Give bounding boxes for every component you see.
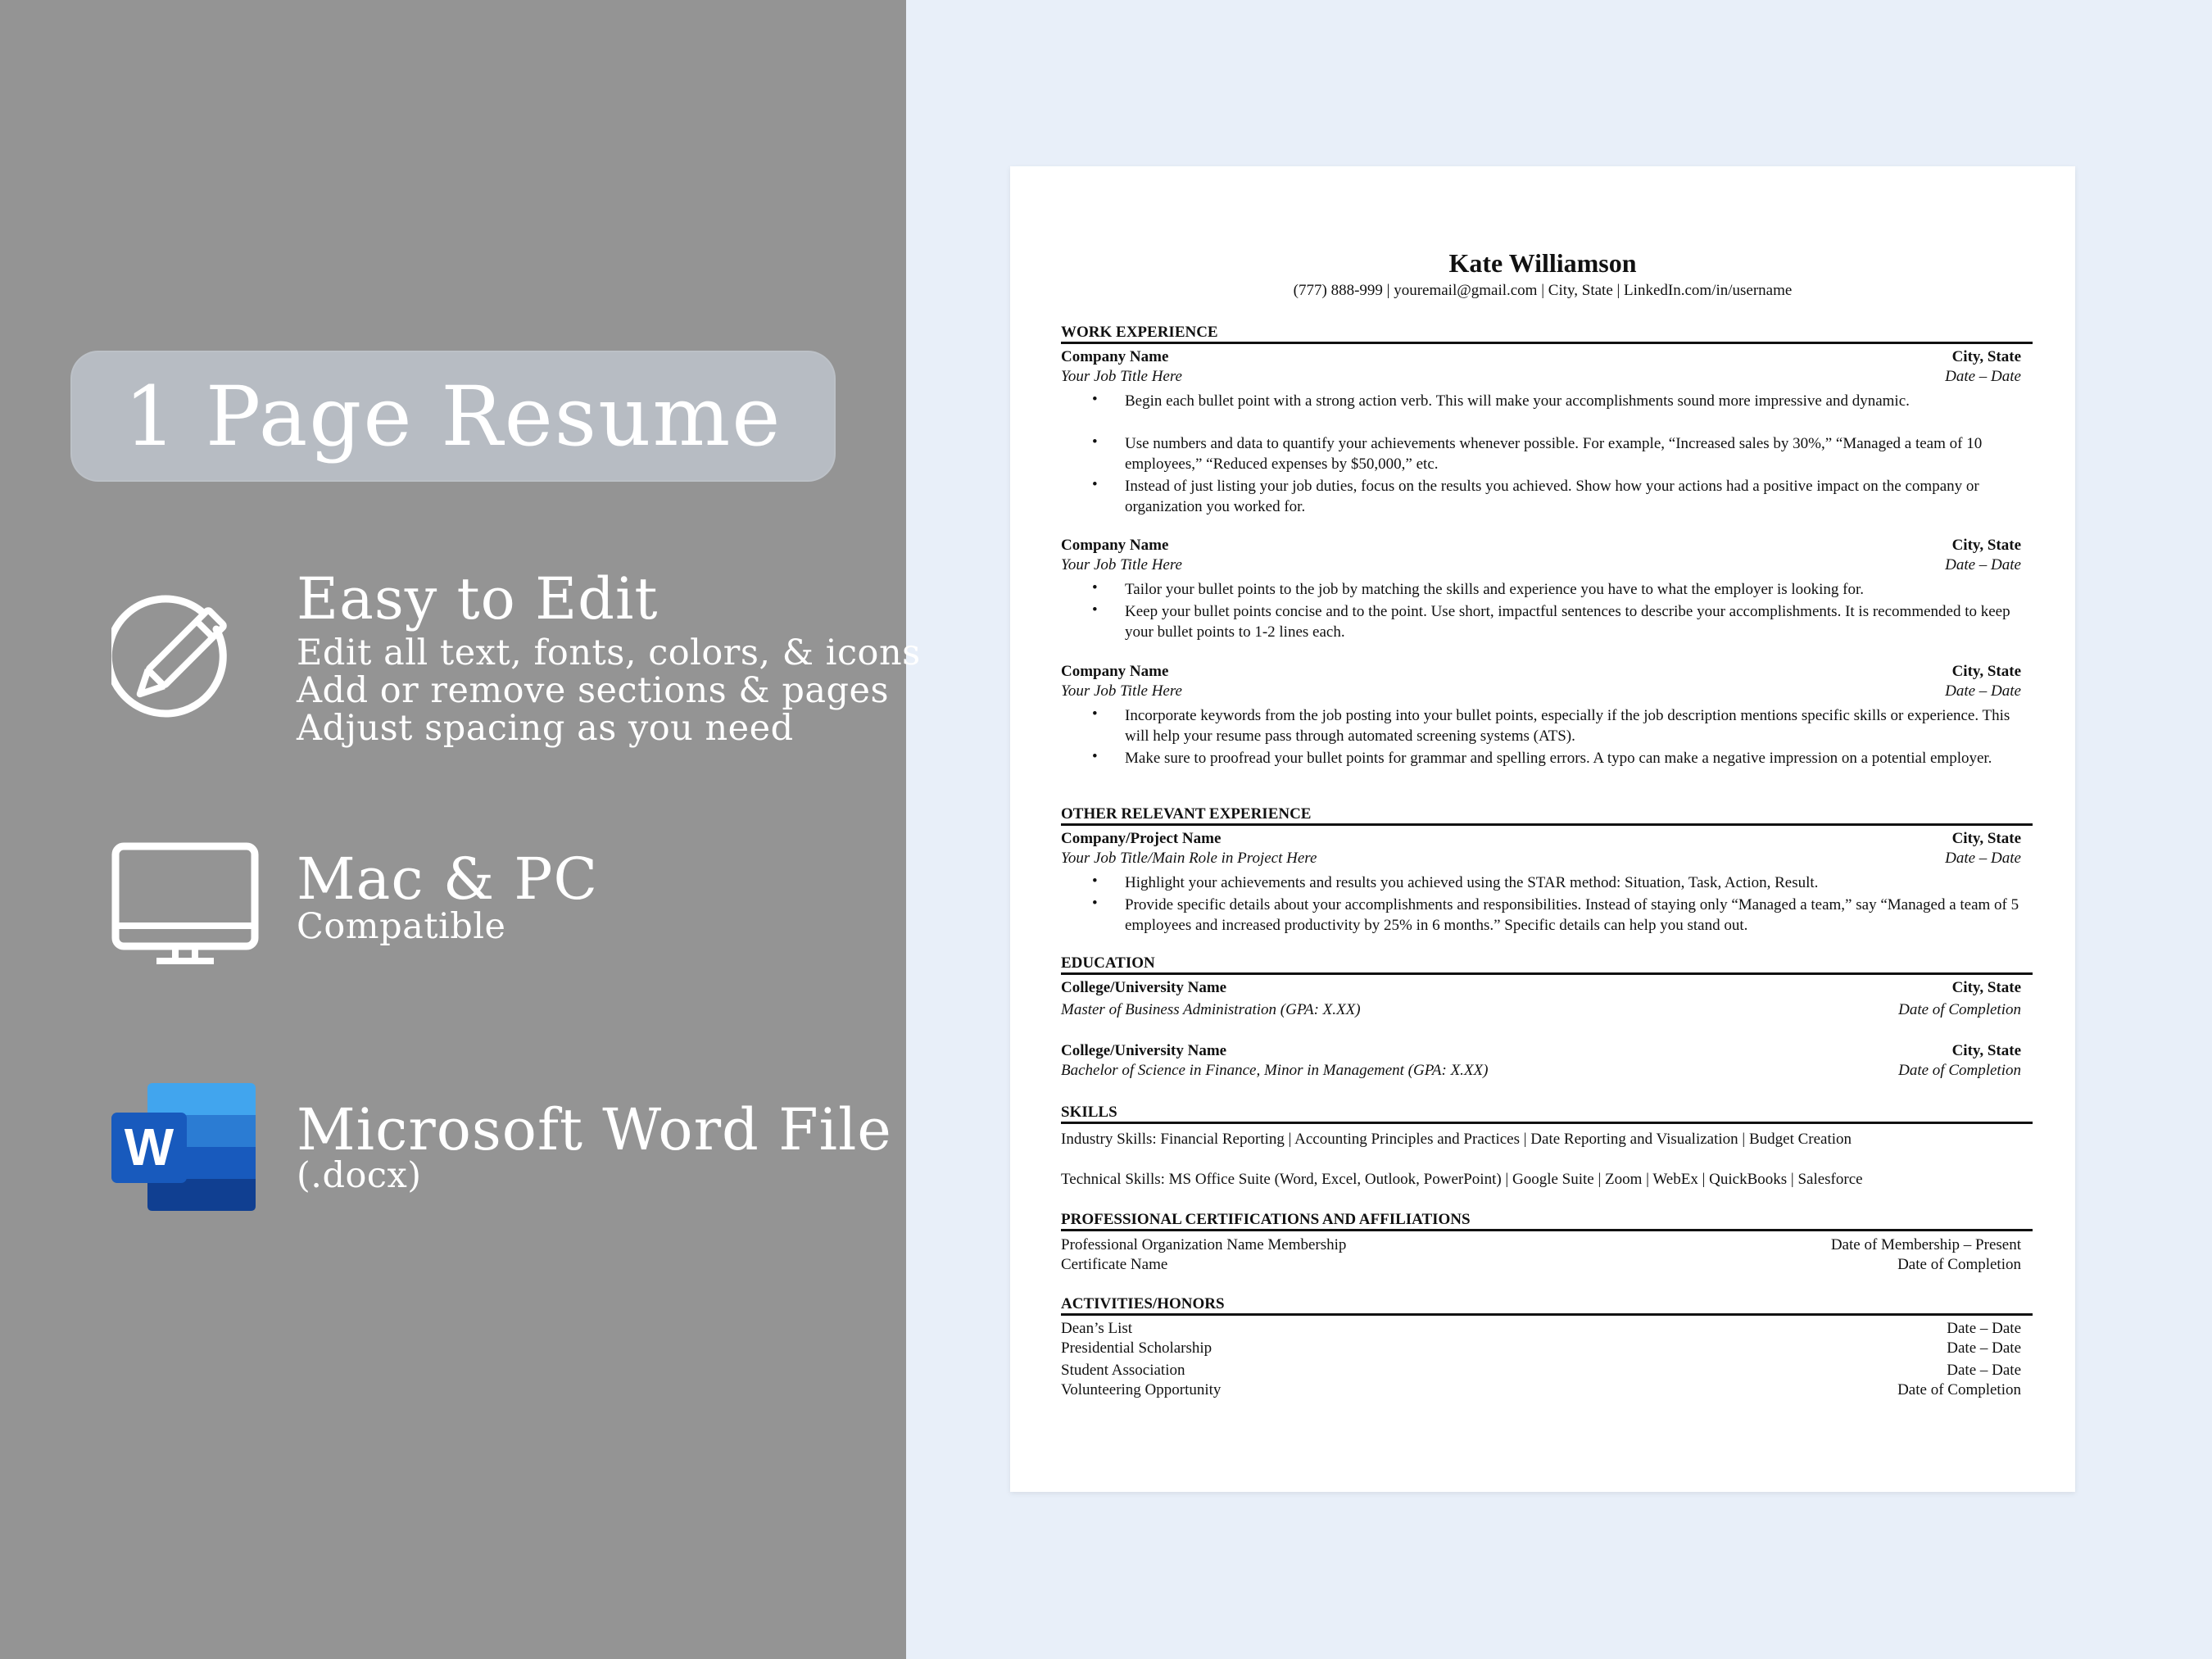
job-location: City, State bbox=[1951, 348, 2021, 365]
job-location: City, State bbox=[1951, 663, 2021, 680]
activity-date: Date – Date bbox=[1947, 1320, 2021, 1337]
bullet-text: Make sure to proofread your bullet points for grammar and spelling errors. A typo can make a negative impression on a potential employer. bbox=[1125, 750, 1992, 767]
job-date: Date – Date bbox=[1945, 556, 2021, 573]
section-heading: WORK EXPERIENCE bbox=[1061, 324, 1218, 341]
company-name: Company Name bbox=[1061, 348, 1169, 365]
school-name: College/University Name bbox=[1061, 1042, 1227, 1059]
section-heading: PROFESSIONAL CERTIFICATIONS AND AFFILIATIONS bbox=[1061, 1211, 1471, 1228]
section-rule bbox=[1061, 1122, 2033, 1124]
feature-title: Easy to Edit bbox=[297, 565, 659, 632]
activity-date: Date of Completion bbox=[1897, 1381, 2021, 1398]
word-icon bbox=[111, 1083, 259, 1213]
feature-line: Compatible bbox=[297, 906, 506, 947]
bullet-text: Highlight your achievements and results you achieved using the STAR method: Situation, Task, Action, Result. bbox=[1125, 874, 1819, 891]
cert-name: Certificate Name bbox=[1061, 1256, 1168, 1273]
job-title: Your Job Title Here bbox=[1061, 368, 1182, 385]
bullet-text: Use numbers and data to quantify your achievements whenever possible. For example, “Increased sales by 30%,” “Managed a team of 10 employees,” “Reduced expenses by $50,000,” etc. bbox=[1125, 435, 1983, 473]
school-location: City, State bbox=[1951, 1042, 2021, 1059]
job-date: Date – Date bbox=[1945, 850, 2021, 867]
bullet-dot: • bbox=[1092, 705, 1098, 723]
degree-date: Date of Completion bbox=[1898, 1062, 2021, 1079]
bullet-dot: • bbox=[1092, 748, 1098, 765]
degree-date: Date of Completion bbox=[1898, 1001, 2021, 1018]
promo-title: 1 Page Resume bbox=[124, 368, 782, 465]
job-title: Your Job Title Here bbox=[1061, 556, 1182, 573]
promo-panel bbox=[0, 0, 921, 1659]
section-rule bbox=[1061, 972, 2033, 975]
job-date: Date – Date bbox=[1945, 682, 2021, 700]
section-heading: OTHER RELEVANT EXPERIENCE bbox=[1061, 805, 1312, 823]
title-badge bbox=[70, 351, 836, 482]
monitor-icon bbox=[111, 842, 259, 965]
bullet-text: Begin each bullet point with a strong action verb. This will make your accomplishments sound more impressive and dynamic. bbox=[1125, 392, 1910, 410]
feature-line: Edit all text, fonts, colors, & icons bbox=[297, 632, 921, 673]
activity-name: Presidential Scholarship bbox=[1061, 1339, 1213, 1357]
bullet-dot: • bbox=[1092, 873, 1098, 890]
school-name: College/University Name bbox=[1061, 979, 1227, 996]
job-title: Your Job Title Here bbox=[1061, 682, 1182, 700]
job-date: Date – Date bbox=[1945, 368, 2021, 385]
activity-name: Dean’s List bbox=[1061, 1320, 1133, 1337]
job-location: City, State bbox=[1951, 537, 2021, 554]
bullet-dot: • bbox=[1092, 476, 1098, 493]
activity-name: Volunteering Opportunity bbox=[1061, 1381, 1222, 1398]
company-name: Company Name bbox=[1061, 663, 1169, 680]
school-location: City, State bbox=[1951, 979, 2021, 996]
job-title: Your Job Title/Main Role in Project Here bbox=[1061, 850, 1317, 867]
section-rule bbox=[1061, 823, 2033, 826]
pencil-circle-icon bbox=[111, 592, 243, 723]
feature-line: Adjust spacing as you need bbox=[297, 708, 794, 749]
bullet-text: Instead of just listing your job duties, focus on the results you achieved. Show how your actions had a positive impact on the company or organization you worked for. bbox=[1125, 478, 1979, 515]
bullet-dot: • bbox=[1092, 601, 1098, 619]
section-rule bbox=[1061, 342, 2033, 344]
feature-title: Mac & PC bbox=[297, 845, 599, 913]
bullet-text: Incorporate keywords from the job posting into your bullet points, especially if the job description mentions specific skills or experience. This will help your resume pass through automated screening systems (ATS). bbox=[1125, 707, 2010, 745]
bullet-text: Keep your bullet points concise and to the point. Use short, impactful sentences to describe your accomplishments. It is recommended to keep your bullet points to 1-2 lines each. bbox=[1125, 603, 2010, 641]
section-heading: EDUCATION bbox=[1061, 954, 1155, 972]
bullet-dot: • bbox=[1092, 433, 1098, 451]
activity-date: Date – Date bbox=[1947, 1339, 2021, 1357]
job-location: City, State bbox=[1951, 830, 2021, 847]
bullet-dot: • bbox=[1092, 895, 1098, 912]
feature-title: Microsoft Word File bbox=[297, 1096, 892, 1163]
resume-contact: (777) 888-999 | youremail@gmail.com | City, State | LinkedIn.com/in/username bbox=[1293, 282, 1793, 299]
word-letter: W bbox=[124, 1117, 175, 1176]
resume-name: Kate Williamson bbox=[1448, 248, 1637, 278]
cert-date: Date of Completion bbox=[1897, 1256, 2021, 1273]
bullet-dot: • bbox=[1092, 579, 1098, 596]
industry-skills: Industry Skills: Financial Reporting | Accounting Principles and Practices | Date Reporting and Visualization | Budget Creation bbox=[1061, 1131, 1852, 1148]
cert-name: Professional Organization Name Membership bbox=[1061, 1236, 1347, 1253]
bullet-text: Provide specific details about your accomplishments and responsibilities. Instead of staying only “Managed a team,” say “Managed a team of 5 employees and increased productivity by 25% in 6 months.” Specific details can help you stand out. bbox=[1125, 896, 2019, 934]
section-rule bbox=[1061, 1229, 2033, 1231]
degree: Bachelor of Science in Finance, Minor in Management (GPA: X.XX) bbox=[1061, 1062, 1489, 1079]
feature-line: Add or remove sections & pages bbox=[297, 670, 890, 711]
section-heading: ACTIVITIES/HONORS bbox=[1061, 1295, 1225, 1312]
bullet-dot: • bbox=[1092, 391, 1098, 408]
cert-date: Date of Membership – Present bbox=[1830, 1236, 2021, 1253]
resume-preview-page bbox=[1010, 166, 2075, 1492]
technical-skills: Technical Skills: MS Office Suite (Word, Excel, Outlook, PowerPoint) | Google Suite | Zoom | WebEx | QuickBooks | Salesforce bbox=[1061, 1171, 1863, 1188]
company-name: Company Name bbox=[1061, 537, 1169, 554]
degree: Master of Business Administration (GPA: X.XX) bbox=[1061, 1001, 1361, 1018]
activity-date: Date – Date bbox=[1947, 1362, 2021, 1379]
bullet-text: Tailor your bullet points to the job by matching the skills and experience you have to what the employer is looking for. bbox=[1125, 581, 1865, 598]
section-heading: SKILLS bbox=[1061, 1104, 1117, 1121]
feature-line: (.docx) bbox=[297, 1155, 422, 1196]
section-rule bbox=[1061, 1313, 2033, 1316]
activity-name: Student Association bbox=[1061, 1362, 1185, 1379]
company-name: Company/Project Name bbox=[1061, 830, 1222, 847]
